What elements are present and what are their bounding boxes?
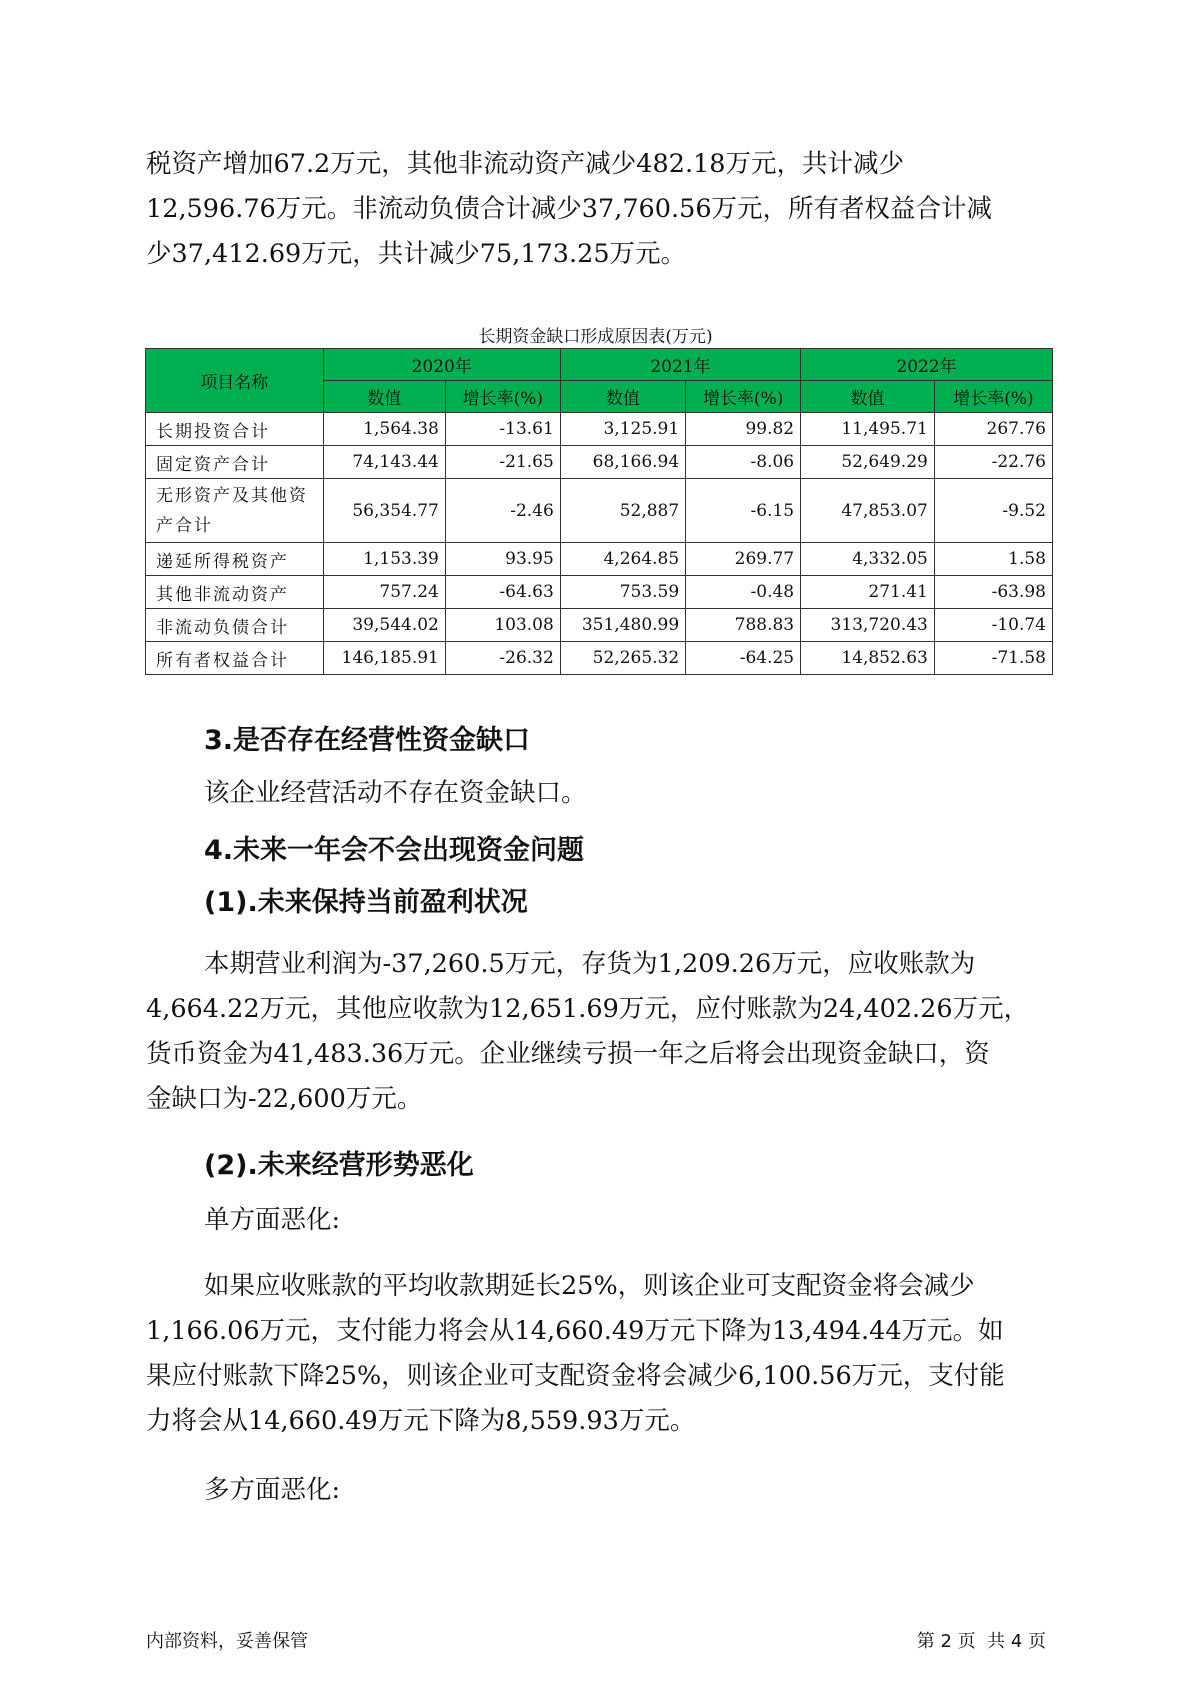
sub1-paragraph: [146, 942, 1056, 1122]
cell-value: 52,887: [560, 479, 685, 543]
cell-value: 4,332.05: [801, 543, 935, 576]
header-year-2022: 2022年: [801, 349, 1053, 381]
cell-value: 39,544.02: [323, 609, 445, 642]
cell-rate: -2.46: [445, 479, 560, 543]
intro-line: 税资产增加67.2万元，其他非流动资产减少482.18万元，共计减少: [146, 149, 905, 179]
section3-heading: 3.是否存在经营性资金缺口: [204, 725, 531, 756]
section4-sub1-heading: (1).未来保持当前盈利状况: [204, 887, 528, 918]
multi-aspect-label: [204, 1468, 1114, 1513]
table-caption: 长期资金缺口形成原因表(万元): [478, 327, 713, 347]
footer-confidential-note: 内部资料，妥善保管: [146, 1631, 308, 1652]
header-year-2020: 2020年: [323, 349, 560, 381]
sub1-line: 货币资金为41,483.36万元。企业继续亏损一年之后将会出现资金缺口，资: [146, 1039, 990, 1069]
header-value: 数值: [323, 381, 445, 413]
cell-value: 271.41: [801, 576, 935, 609]
single-line: 1,166.06万元，支付能力将会从14,660.49万元下降为13,494.44万元。如: [146, 1316, 1004, 1346]
cell-value: 313,720.43: [801, 609, 935, 642]
cell-value: 146,185.91: [323, 642, 445, 675]
sub1-line: 本期营业利润为-37,260.5万元，存货为1,209.26万元，应收账款为: [204, 949, 976, 979]
cell-rate: -71.58: [934, 642, 1052, 675]
table-row: [146, 446, 1053, 479]
single-aspect-label: [204, 1198, 1114, 1243]
single-aspect-paragraph: [146, 1264, 1056, 1444]
header-value: 数值: [560, 381, 685, 413]
sub1-line: 金缺口为-22,600万元。: [146, 1084, 423, 1114]
row-name: 递延所得税资产: [146, 543, 324, 576]
cell-rate: -64.25: [686, 642, 801, 675]
section3-line: 该企业经营活动不存在资金缺口。: [204, 778, 587, 808]
header-value: 数值: [801, 381, 935, 413]
cell-rate: -13.61: [445, 413, 560, 446]
cell-value: 1,564.38: [323, 413, 445, 446]
section4-sub2-heading: (2).未来经营形势恶化: [204, 1150, 474, 1181]
row-name: 固定资产合计: [146, 446, 324, 479]
row-name: 非流动负债合计: [146, 609, 324, 642]
cell-rate: 269.77: [686, 543, 801, 576]
cell-value: 4,264.85: [560, 543, 685, 576]
section4-heading: 4.未来一年会不会出现资金问题: [204, 835, 585, 866]
cell-value: 68,166.94: [560, 446, 685, 479]
header-year-2021: 2021年: [560, 349, 800, 381]
table-row: [146, 543, 1053, 576]
table-row: [146, 576, 1053, 609]
cell-rate: -21.65: [445, 446, 560, 479]
intro-paragraph: [146, 142, 1056, 277]
cell-rate: -63.98: [934, 576, 1052, 609]
intro-line: 12,596.76万元。非流动负债合计减少37,760.56万元，所有者权益合计减: [146, 194, 993, 224]
cell-rate: 1.58: [934, 543, 1052, 576]
cell-value: 52,649.29: [801, 446, 935, 479]
cell-rate: -0.48: [686, 576, 801, 609]
cell-value: 351,480.99: [560, 609, 685, 642]
header-rate: 增长率(%): [686, 381, 801, 413]
cell-value: 56,354.77: [323, 479, 445, 543]
cell-rate: -26.32: [445, 642, 560, 675]
row-name: 长期投资合计: [146, 413, 324, 446]
cell-rate: 103.08: [445, 609, 560, 642]
cell-rate: 93.95: [445, 543, 560, 576]
sub1-line: 4,664.22万元，其他应收款为12,651.69万元，应付账款为24,402.26万元，: [146, 994, 1030, 1024]
single-line: 果应付账款下降25%，则该企业可支配资金将会减少6,100.56万元，支付能: [146, 1361, 1005, 1391]
long-term-funding-gap-table: [145, 348, 1053, 675]
row-name: 其他非流动资产: [146, 576, 324, 609]
cell-rate: -8.06: [686, 446, 801, 479]
header-rate: 增长率(%): [934, 381, 1052, 413]
single-line: 如果应收账款的平均收款期延长25%，则该企业可支配资金将会减少: [204, 1271, 975, 1301]
cell-rate: -64.63: [445, 576, 560, 609]
section3-text: [204, 771, 1114, 816]
cell-value: 47,853.07: [801, 479, 935, 543]
single-aspect-line: 单方面恶化:: [204, 1205, 341, 1235]
cell-value: 14,852.63: [801, 642, 935, 675]
cell-rate: -10.74: [934, 609, 1052, 642]
cell-value: 753.59: [560, 576, 685, 609]
header-rate: 增长率(%): [445, 381, 560, 413]
header-item-name: 项目名称: [146, 349, 324, 413]
cell-value: 1,153.39: [323, 543, 445, 576]
cell-rate: 267.76: [934, 413, 1052, 446]
row-name: 所有者权益合计: [146, 642, 324, 675]
table-row: [146, 642, 1053, 675]
footer-page-number: 第 2 页 共 4 页: [916, 1631, 1046, 1652]
cell-value: 52,265.32: [560, 642, 685, 675]
cell-value: 74,143.44: [323, 446, 445, 479]
cell-rate: -9.52: [934, 479, 1052, 543]
single-line: 力将会从14,660.49万元下降为8,559.93万元。: [146, 1406, 696, 1436]
table-row: [146, 609, 1053, 642]
cell-rate: 788.83: [686, 609, 801, 642]
table-row: [146, 479, 1053, 543]
intro-line: 少37,412.69万元，共计减少75,173.25万元。: [146, 239, 687, 269]
table-row: [146, 413, 1053, 446]
multi-aspect-line: 多方面恶化:: [204, 1475, 341, 1505]
cell-rate: -22.76: [934, 446, 1052, 479]
cell-value: 757.24: [323, 576, 445, 609]
cell-value: 3,125.91: [560, 413, 685, 446]
cell-value: 11,495.71: [801, 413, 935, 446]
cell-rate: -6.15: [686, 479, 801, 543]
cell-rate: 99.82: [686, 413, 801, 446]
row-name: 无形资产及其他资产合计: [146, 479, 324, 543]
